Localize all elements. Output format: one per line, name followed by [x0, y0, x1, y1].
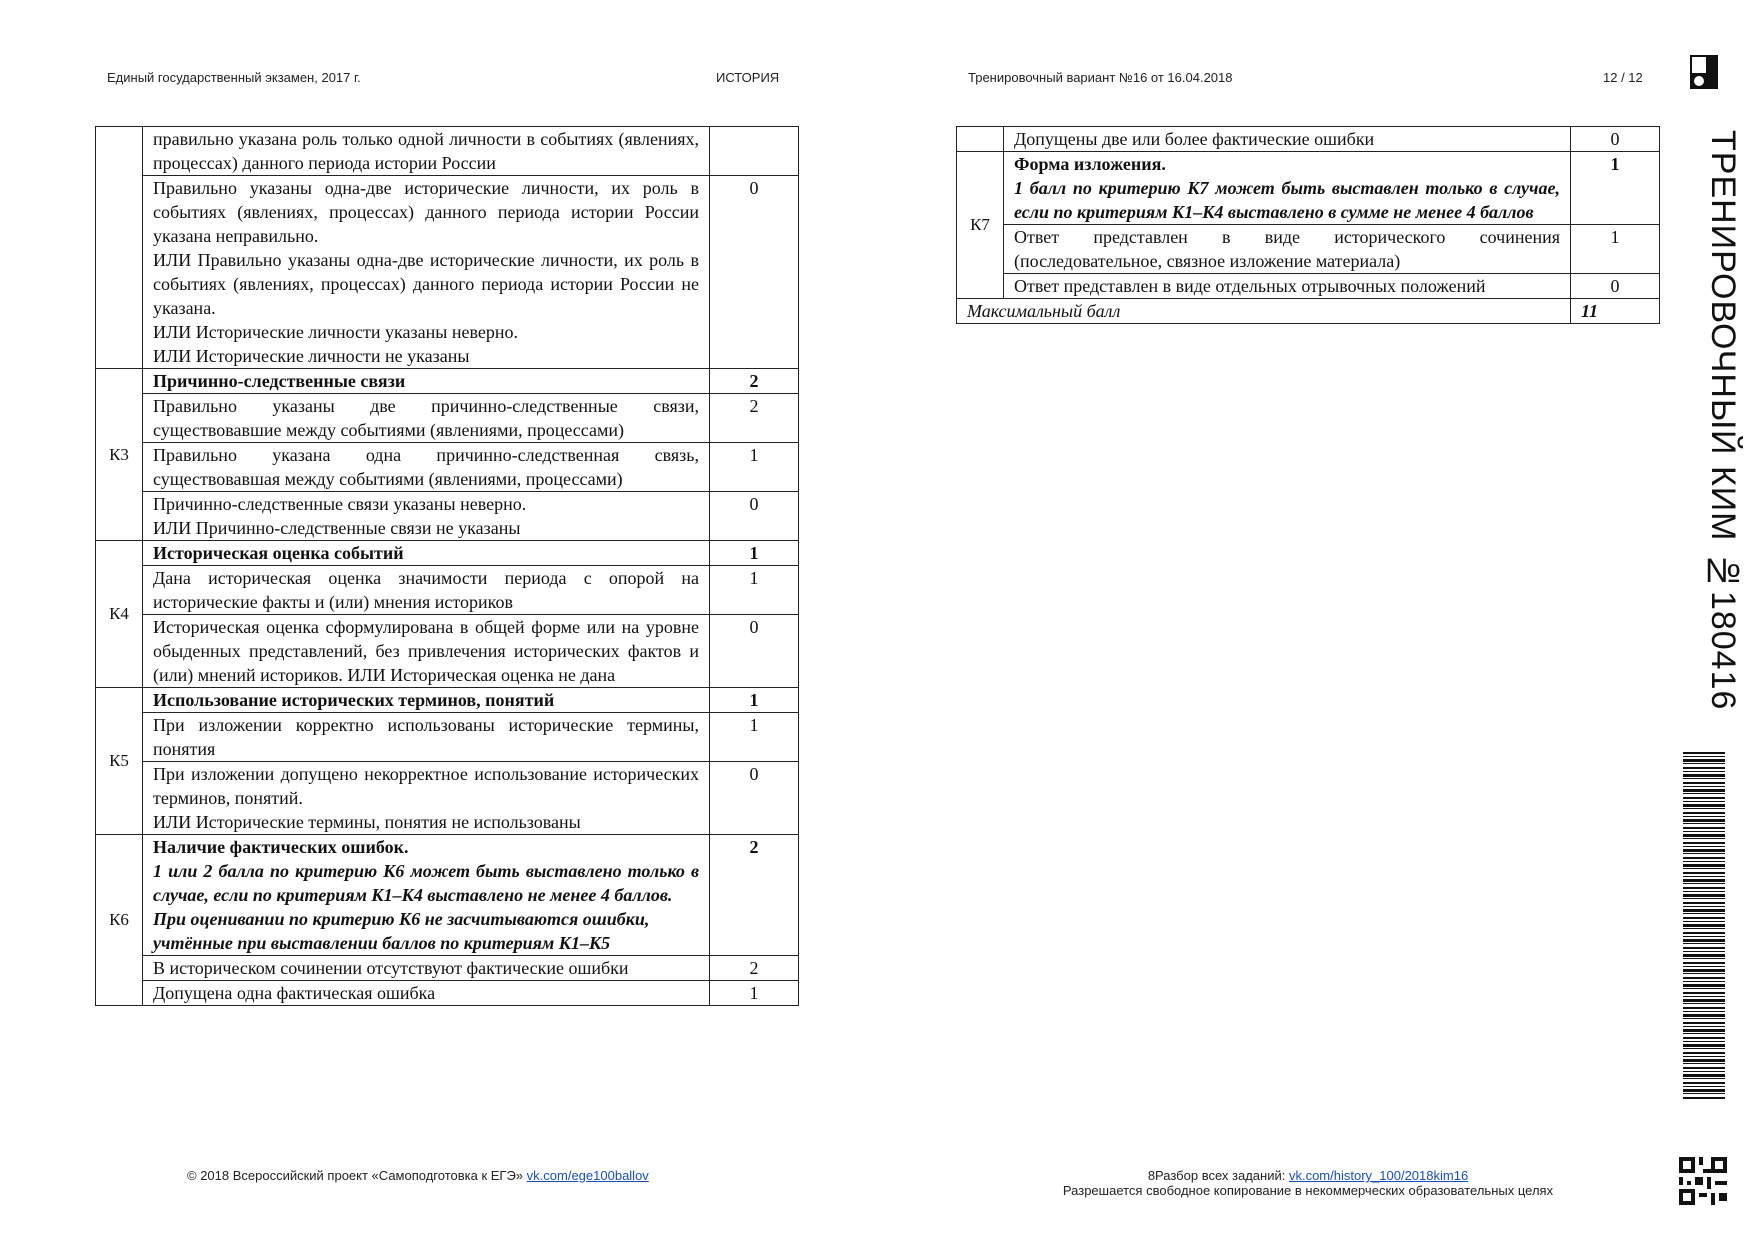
criterion-score: 0	[710, 762, 799, 835]
criterion-text-line: ИЛИ Исторические личности указаны неверно.	[153, 322, 518, 342]
criterion-text: Ответ представлен в виде исторического сочинения (последовательное, связное изложение материала)	[1004, 225, 1571, 274]
criterion-title-text: Форма изложения.	[1014, 154, 1166, 174]
criterion-text: В историческом сочинении отсутствуют фактические ошибки	[143, 956, 710, 981]
criterion-text-line: Правильно указаны одна-две исторические личности, их роль в событиях (явлениях, процессах) данного периода истории России указана неправильно.	[153, 178, 699, 246]
criterion-score: 0	[710, 615, 799, 688]
qr-code-icon	[1679, 1157, 1727, 1205]
criterion-text	[143, 762, 710, 835]
criterion-score: 0	[1571, 127, 1660, 152]
criterion-score: 2	[710, 956, 799, 981]
table-row	[96, 492, 799, 541]
criterion-text: Историческая оценка сформулирована в общей форме или на уровне обыденных представлений, без привлечения исторических фактов и (или) мнений историков. ИЛИ Историческая оценка не дана	[143, 615, 710, 688]
criterion-code-k6: К6	[96, 835, 143, 1006]
table-row	[957, 274, 1660, 299]
max-score-label: Максимальный балл	[957, 299, 1571, 324]
max-score-value: 11	[1571, 299, 1660, 324]
criterion-score: 0	[710, 176, 799, 369]
criterion-text-line: ИЛИ Исторические термины, понятия не использованы	[153, 812, 581, 832]
table-row	[96, 981, 799, 1006]
criterion-title-k3: Причинно-следственные связи	[143, 369, 710, 394]
table-row	[96, 369, 799, 394]
footer-link-history100[interactable]: vk.com/history_100/2018kim16	[1288, 1168, 1469, 1183]
criterion-text-line: При изложении допущено некорректное использование исторических терминов, понятий.	[153, 764, 699, 808]
criterion-note: 1 балл по критерию К7 может быть выставлен только в случае, если по критериям К1–К4 выставлено в сумме не менее 4 баллов	[1014, 178, 1560, 222]
criterion-text: правильно указана роль только одной личности в событиях (явлениях, процессах) данного периода истории России	[143, 127, 710, 176]
criterion-code-k3: К3	[96, 369, 143, 541]
criterion-text: Допущена одна фактическая ошибка	[143, 981, 710, 1006]
table-row	[96, 615, 799, 688]
criterion-text: Дана историческая оценка значимости периода с опорой на исторические факты и (или) мнения историков	[143, 566, 710, 615]
footer-right	[1030, 1168, 1586, 1198]
criterion-text-line: ИЛИ Исторические личности не указаны	[153, 346, 470, 366]
criterion-score: 1	[710, 713, 799, 762]
criterion-text	[143, 176, 710, 369]
table-row	[96, 762, 799, 835]
footer-right-line1	[1030, 1168, 1586, 1183]
header-exam: Единый государственный экзамен, 2017 г.	[107, 70, 361, 85]
criterion-title-k5: Использование исторических терминов, понятий	[143, 688, 710, 713]
criterion-max-k7: 1	[1571, 152, 1660, 225]
criterion-score: 1	[710, 566, 799, 615]
table-row	[957, 225, 1660, 274]
table-row	[96, 394, 799, 443]
criterion-code	[957, 127, 1004, 152]
criterion-code	[96, 127, 143, 369]
table-row	[96, 566, 799, 615]
vertical-title: ТРЕНИРОВОЧНЫЙ КИМ №180416	[1704, 130, 1742, 711]
logo-icon	[1690, 55, 1718, 89]
criterion-note: При оценивании по критерию К6 не засчитываются ошибки, учтённые при выставлении баллов по критериям К1–К5	[153, 909, 650, 953]
criterion-text: Правильно указаны две причинно-следственные связи, существовавшие между событиями (явлениями, процессами)	[143, 394, 710, 443]
table-row	[96, 713, 799, 762]
table-row	[96, 688, 799, 713]
criterion-text-line: Причинно-следственные связи указаны неверно.	[153, 494, 527, 514]
criterion-text: При изложении корректно использованы исторические термины, понятия	[143, 713, 710, 762]
footer-analysis-text: 8Разбор всех заданий:	[1147, 1168, 1286, 1183]
criterion-score: 1	[710, 981, 799, 1006]
footer-copy-permission: Разрешается свободное копирование в некоммерческих образовательных целях	[1062, 1183, 1554, 1198]
barcode-icon	[1683, 752, 1725, 1100]
criterion-text: Ответ представлен в виде отдельных отрывочных положений	[1004, 274, 1571, 299]
criterion-title-k4: Историческая оценка событий	[143, 541, 710, 566]
criterion-text: Допущены две или более фактические ошибки	[1004, 127, 1571, 152]
criteria-table-right	[956, 126, 1660, 324]
table-row	[96, 835, 799, 956]
footer-link-ege100[interactable]: vk.com/ege100ballov	[526, 1168, 649, 1183]
criteria-table-left	[95, 126, 799, 1006]
criterion-score	[710, 127, 799, 176]
criterion-max-k4: 1	[710, 541, 799, 566]
criterion-code-k5: К5	[96, 688, 143, 835]
table-row	[957, 127, 1660, 152]
criterion-score: 1	[710, 443, 799, 492]
table-row	[96, 956, 799, 981]
criterion-code-k7: К7	[957, 152, 1004, 299]
criterion-title-k6	[143, 835, 710, 956]
table-row	[957, 152, 1660, 225]
criterion-score: 0	[710, 492, 799, 541]
table-row	[96, 127, 799, 176]
table-row	[957, 299, 1660, 324]
footer-copyright: © 2018 Всероссийский проект «Самоподготовка к ЕГЭ»	[187, 1168, 524, 1183]
footer-left	[187, 1168, 649, 1183]
header-variant: Тренировочный вариант №16 от 16.04.2018	[968, 70, 1233, 85]
table-row	[96, 443, 799, 492]
criterion-note: 1 или 2 балла по критерию К6 может быть выставлено только в случае, если по критериям К1–К4 выставлено не менее 4 баллов.	[153, 861, 699, 905]
table-row	[96, 541, 799, 566]
criterion-text	[143, 492, 710, 541]
criterion-text: Правильно указана одна причинно-следственная связь, существовавшая между событиями (явлениями, процессами)	[143, 443, 710, 492]
criterion-max-k5: 1	[710, 688, 799, 713]
criterion-title-text: Наличие фактических ошибок.	[153, 837, 409, 857]
table-row	[96, 176, 799, 369]
criterion-text-line: ИЛИ Правильно указаны одна-две исторические личности, их роль в событиях (явлениях, процессах) данного периода истории России не указана.	[153, 250, 699, 318]
criterion-score: 1	[1571, 225, 1660, 274]
criterion-max-k6: 2	[710, 835, 799, 956]
header-page: 12 / 12	[1603, 70, 1643, 85]
criterion-code-k4: К4	[96, 541, 143, 688]
criterion-max-k3: 2	[710, 369, 799, 394]
criterion-text-line: ИЛИ Причинно-следственные связи не указаны	[153, 518, 521, 538]
criterion-score: 0	[1571, 274, 1660, 299]
criterion-title-k7	[1004, 152, 1571, 225]
header-subject: ИСТОРИЯ	[716, 70, 780, 85]
criterion-score: 2	[710, 394, 799, 443]
